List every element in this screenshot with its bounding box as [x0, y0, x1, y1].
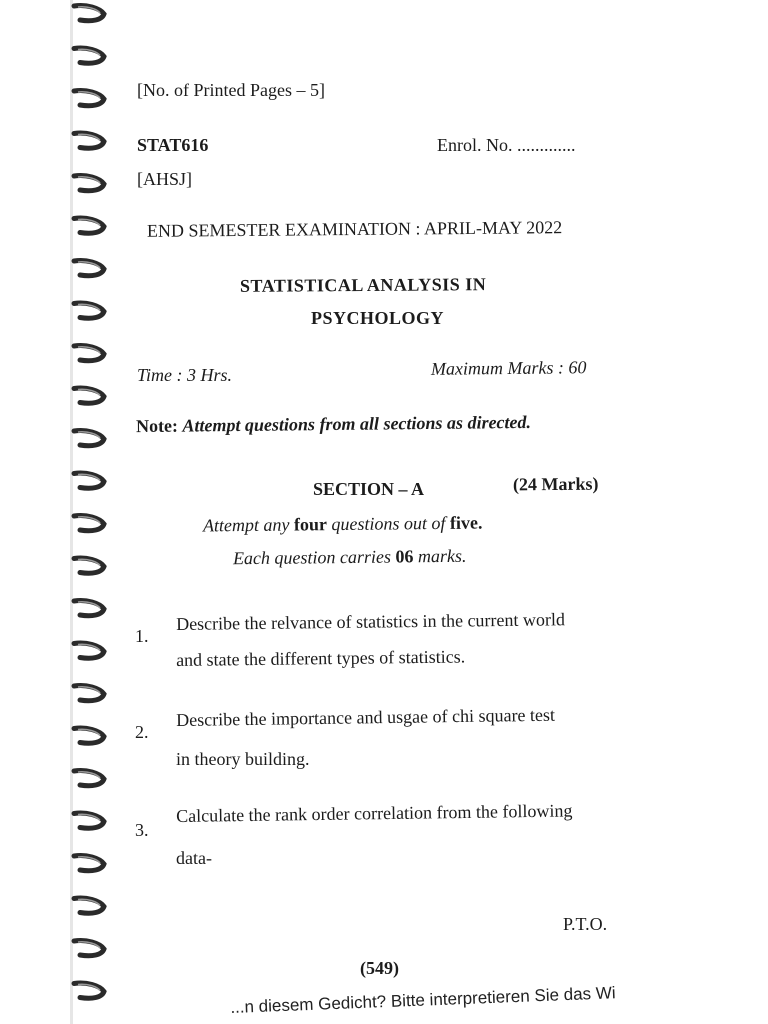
question-number: 2. [135, 722, 149, 742]
note-text: Attempt questions from all sections as directed. [182, 411, 532, 436]
instr1-part-b: four [293, 514, 328, 535]
exam-duration: Time : 3 Hrs. [137, 365, 233, 385]
instr2-part-b: 06 [395, 546, 414, 567]
instr1-part-a: Attempt any [202, 514, 290, 536]
exam-title: END SEMESTER EXAMINATION : APRIL-MAY 2022 [146, 217, 563, 241]
note-label: Note: [135, 415, 179, 437]
page-code: (549) [360, 958, 399, 978]
please-turn-over: P.T.O. [563, 914, 608, 934]
question-text-line-2: and state the different types of statistics. [176, 646, 466, 670]
question-text-line-1: Calculate the rank order correlation from the following [176, 800, 573, 826]
question-number: 1. [135, 626, 149, 646]
instr1-part-c: questions out of [331, 512, 446, 535]
question-text-line-2: data- [176, 848, 212, 868]
question-text-line-2: in theory building. [176, 749, 310, 769]
question-text-line-1: Describe the relvance of statistics in the current world [176, 609, 566, 634]
instr2-part-a: Each question carries [232, 546, 392, 569]
subject-title-line-1: STATISTICAL ANALYSIS IN [239, 274, 487, 296]
instr1-part-d: five. [449, 512, 483, 533]
section-a-heading: SECTION – A [313, 479, 425, 499]
maximum-marks: Maximum Marks : 60 [430, 357, 587, 379]
program-code: [AHSJ] [137, 169, 193, 189]
course-code: STAT616 [137, 135, 209, 155]
subject-title-line-2: PSYCHOLOGY [311, 308, 445, 328]
section-a-instruction-2 [233, 546, 467, 569]
instr2-part-c: marks. [417, 545, 467, 567]
exam-note [136, 412, 531, 437]
section-a-instruction-1 [203, 513, 483, 537]
enrolment-number-label: Enrol. No. ............. [437, 135, 576, 155]
question-text-line-1: Describe the importance and usgae of chi square test [176, 704, 556, 730]
bleed-through-text: ...n diesem Gedicht? Bitte interpretieren Sie das Wi [230, 983, 616, 1017]
question-number: 3. [135, 820, 149, 840]
printed-pages-note: [No. of Printed Pages – 5] [137, 80, 325, 100]
section-a-marks: (24 Marks) [512, 473, 599, 495]
